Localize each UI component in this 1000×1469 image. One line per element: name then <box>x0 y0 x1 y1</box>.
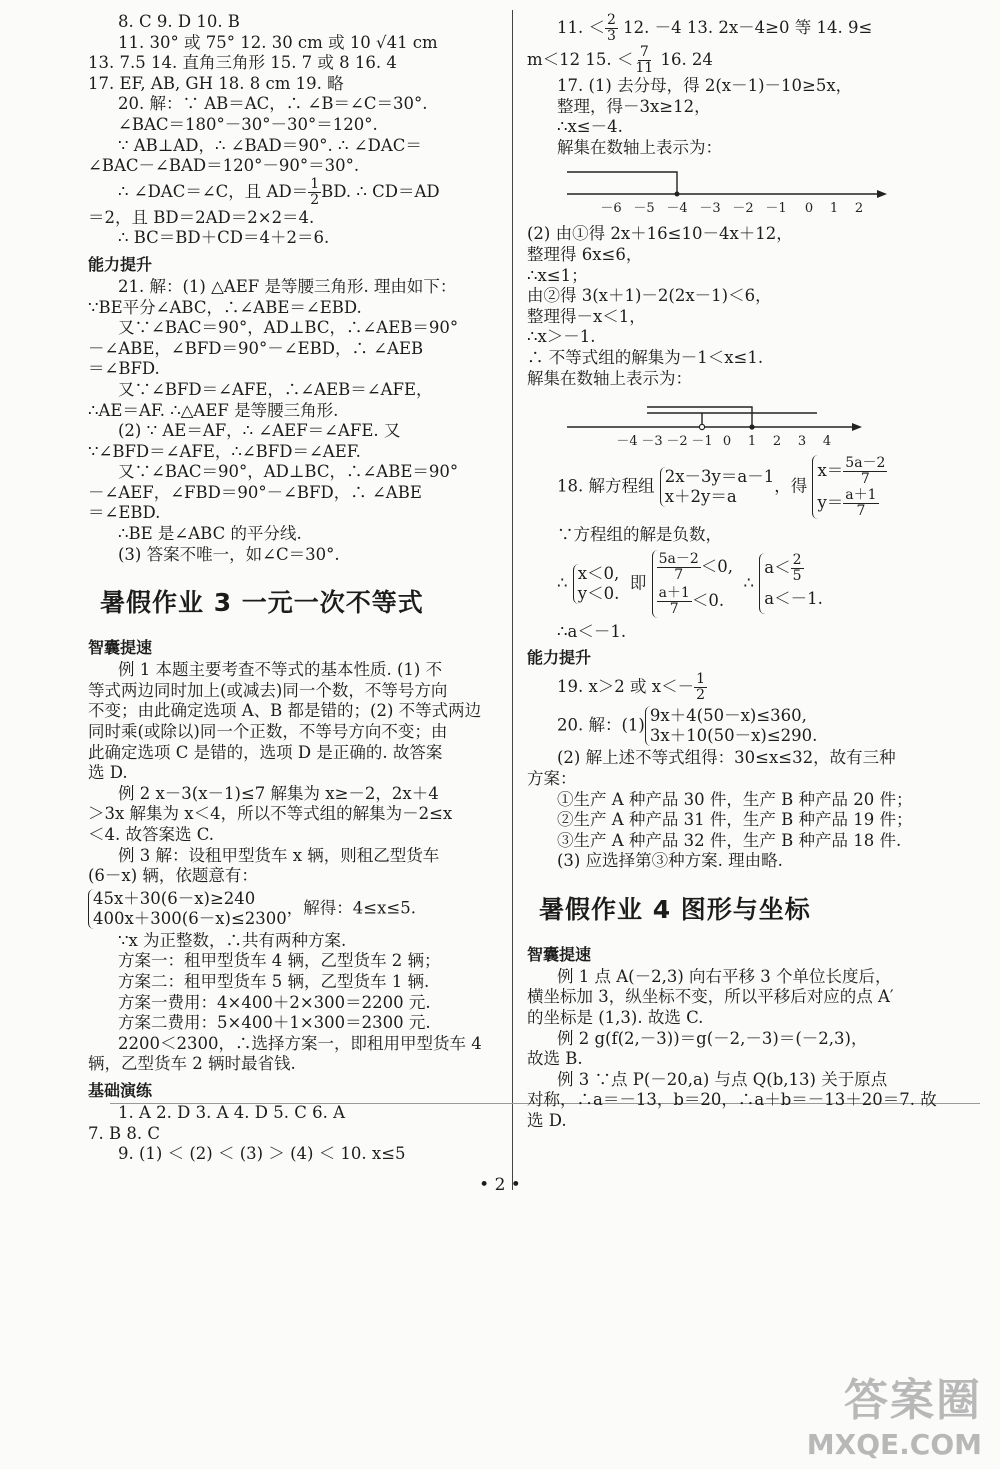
tick-label: 1 <box>829 201 839 217</box>
answer-line: 对称，∴a＝－13，b＝20，∴a＋b＝－13＋20＝7. 故 <box>527 1090 937 1110</box>
denominator: 5 <box>792 568 802 585</box>
tick-label: －6 <box>600 201 622 217</box>
text-span: ，得 <box>774 476 808 496</box>
tick-label: －4 <box>666 201 688 217</box>
numerator: 1 <box>696 671 706 688</box>
answer-line: ∵BE平分∠ABC，∴∠ABE＝∠EBD. <box>88 297 362 317</box>
answer-line: 8. C 9. D 10. B <box>118 12 240 31</box>
text-span: m＜12 15. ＜ <box>527 50 634 69</box>
answer-line: ∴x＞－1. <box>527 327 596 347</box>
text-span: ∴ <box>743 573 754 593</box>
denominator: 7 <box>860 471 870 488</box>
answer-line <box>527 670 927 704</box>
answer-line: 同时乘(或除以)同一个正数，不等号方向不变；由 <box>88 722 448 742</box>
answer-line <box>88 889 498 929</box>
answer-line: ∠BAC－∠BAD＝120°－90°＝30°. <box>88 156 360 176</box>
text-span: BD. ∴ CD＝AD <box>321 181 440 201</box>
answer-line <box>527 44 927 76</box>
inequality: x＜0, <box>577 563 620 583</box>
answer-line: 方案一费用：4×400＋2×300＝2200 元. <box>118 992 431 1012</box>
answer-line: ∴x≤1； <box>527 265 588 285</box>
answer-line: ∴ 不等式组的解集为－1＜x≤1. <box>527 347 764 367</box>
answer-line: ＝∠BFD. <box>88 359 160 379</box>
answer-line: 例 3 解：设租甲型货车 x 辆，则租乙型货车 <box>118 845 440 865</box>
denominator: 2 <box>696 687 706 704</box>
answer-line <box>527 550 927 618</box>
answer-line: (2) 由①得 2x＋16≤10－4x＋12， <box>527 224 793 244</box>
equation-system <box>88 889 287 929</box>
answer-line: 整理得 6x≤6， <box>527 244 643 264</box>
inequality: 9x＋4(50－x)≤360, <box>649 706 807 726</box>
equation-system <box>660 467 774 507</box>
answer-line: 等式两边同时加上(或减去)同一个数，不等号方向 <box>88 680 448 700</box>
text-span: 11. ＜ <box>557 18 605 37</box>
answer-line <box>527 12 927 44</box>
answer-line: (6－x) 辆，依题意有： <box>88 866 258 886</box>
text-span: ，解得：4≤x≤5. <box>286 898 416 918</box>
answer-line: 选 D. <box>527 1111 567 1131</box>
answer-line: 又∵∠BAC＝90°，AD⊥BC，∴∠AEB＝90° <box>118 318 459 338</box>
denominator: 7 <box>674 566 684 583</box>
section-heading: 智囊提速 <box>527 944 592 964</box>
answer-line: ∴AE＝AF. ∴△AEF 是等腰三角形. <box>88 400 339 420</box>
denominator: 3 <box>607 28 616 44</box>
text-span: ∴ <box>557 573 568 593</box>
denominator: 7 <box>856 503 866 520</box>
tick-label: 2 <box>854 201 864 217</box>
text-span: 19. x＞2 或 x＜－ <box>557 677 695 697</box>
numerator: 5a－2 <box>845 455 886 472</box>
text-span: 16. 24 <box>655 50 713 69</box>
tick-label: 0 <box>804 201 814 217</box>
answer-line: 不变；由此确定选项 A、B 都是错的；(2) 不等式两边 <box>88 701 482 721</box>
solution-system <box>812 455 887 519</box>
tick-label: －1 <box>691 434 713 450</box>
tick-label: 4 <box>822 434 832 450</box>
answer-line: ②生产 A 种产品 31 件，生产 B 种产品 19 件； <box>557 810 913 830</box>
answer-line: 方案一：租甲型货车 4 辆，乙型货车 2 辆； <box>118 951 441 971</box>
text-span: 20. 解：(1) <box>557 715 645 735</box>
answer-line: 17. EF, AB, GH 18. 8 cm 19. 略 <box>88 73 344 93</box>
answer-line: ＞3x 解集为 x＜4，所以不等式组的解集为－2≤x <box>88 804 453 824</box>
answer-line: 2200＜2300，∴选择方案一，即租用甲型货车 4 <box>118 1033 482 1053</box>
equation: 45x＋30(6－x)≥240 <box>93 888 256 908</box>
answer-line: (3) 答案不唯一，如∠C＝30°. <box>118 544 340 564</box>
answer-line: ∴x≤－4. <box>557 117 623 137</box>
answer-line <box>527 455 927 519</box>
fraction <box>843 488 878 519</box>
text-span: ＜0, <box>700 556 733 576</box>
answer-line: ∵x 为正整数，∴共有两种方案. <box>118 930 347 950</box>
answer-line: －∠AEF，∠FBD＝90°－∠BFD，∴ ∠ABE <box>88 482 422 502</box>
answer-line: 13. 7.5 14. 直角三角形 15. 7 或 8 16. 4 <box>88 53 397 73</box>
section-heading: 能力提升 <box>527 648 592 668</box>
answer-line: 17. (1) 去分母，得 2(x－1)－10≥5x， <box>557 76 853 95</box>
text-span: x＝ <box>817 461 844 481</box>
chapter-title: 暑假作业 4 图形与坐标 <box>539 894 811 924</box>
fraction <box>694 672 707 703</box>
fraction <box>308 177 321 208</box>
fraction <box>657 586 692 617</box>
answer-line: 1. A 2. D 3. A 4. D 5. C 6. A <box>118 1102 345 1122</box>
denominator: 2 <box>310 191 320 208</box>
answer-line: ①生产 A 种产品 30 件，生产 B 种产品 20 件； <box>557 789 913 809</box>
text-span: 即 <box>629 573 647 593</box>
tick-label: －5 <box>633 201 655 217</box>
tick-label: －3 <box>699 201 721 217</box>
numerator: a＋1 <box>658 584 690 601</box>
number-line-1 <box>527 164 927 218</box>
number-line-svg <box>527 395 927 449</box>
equation: 2x－3y＝a－1 <box>664 467 775 487</box>
text-span: y＝ <box>817 493 844 513</box>
answer-line: 例 2 x－3(x－1)≤7 解集为 x≥－2，2x＋4 <box>118 783 439 803</box>
answer-line: 方案二费用：5×400＋1×300＝2300 元. <box>118 1013 431 1033</box>
text-span: a＜－1. <box>764 589 823 609</box>
inequality-system <box>645 706 818 746</box>
tick-label: －1 <box>765 201 787 217</box>
answer-line: ∵∠BFD＝∠AFE，∴∠BFD＝∠AEF. <box>88 441 361 461</box>
answer-line: 解集在数轴上表示为： <box>527 368 692 388</box>
tick-label: 0 <box>722 434 732 450</box>
section-heading: 基础演练 <box>88 1080 153 1100</box>
answer-line: ∠BAC＝180°－30°－30°＝120°. <box>118 114 378 134</box>
inequality: 3x＋10(50－x)≤290. <box>649 726 818 746</box>
answer-line: (3) 应选择第③种方案. 理由略. <box>557 851 783 871</box>
fraction <box>657 552 701 583</box>
answer-line: 例 2 g(f(2,－3))＝g(－2,－3)＝(－2,3)， <box>557 1028 868 1048</box>
numerator: 2 <box>607 12 616 28</box>
answer-line: ∴ BC＝BD＋CD＝4＋2＝6. <box>118 228 330 248</box>
tick-label: 2 <box>772 434 782 450</box>
numerator: 5a－2 <box>658 550 699 567</box>
answer-line <box>527 706 927 746</box>
tick-label: 1 <box>747 434 757 450</box>
answer-line: 又∵∠BFD＝∠AFE，∴∠AEB＝∠AFE， <box>118 379 433 399</box>
number-line-svg <box>527 164 927 218</box>
text-span: ∴ ∠DAC＝∠C，且 AD＝ <box>118 181 309 201</box>
answer-line: 又∵∠BAC＝90°，AD⊥BC，∴∠ABE＝90° <box>118 462 459 482</box>
page-number: • 2 • <box>479 1175 521 1195</box>
answer-line: (2) 解上述不等式组得：30≤x≤32，故有三种 <box>557 748 896 768</box>
answer-line: 选 D. <box>88 763 128 783</box>
numerator: 1 <box>310 175 320 192</box>
answer-line: 整理得－x＜1， <box>527 306 646 326</box>
text-span: 12. －4 13. 2x－4≥0 等 14. 9≤ <box>617 18 873 37</box>
equation: 400x＋300(6－x)≤2300 <box>93 908 287 928</box>
right-column <box>527 12 937 1132</box>
denominator: 7 <box>669 600 679 617</box>
tick-label: －2 <box>732 201 754 217</box>
answer-line: ＝2，且 BD＝2AD＝2×2＝4. <box>88 207 315 227</box>
answer-line: 11. 30° 或 75° 12. 30 cm 或 10 √41 cm <box>118 32 438 52</box>
tick-label: －2 <box>666 434 688 450</box>
chapter-title: 暑假作业 3 一元一次不等式 <box>100 588 424 618</box>
number-line-2 <box>527 395 927 449</box>
answer-line: (2) ∵ AE＝AF，∴ ∠AEF＝∠AFE. 又 <box>118 421 401 441</box>
answer-line: 方案： <box>527 768 577 788</box>
fraction <box>791 553 804 584</box>
section-heading: 能力提升 <box>88 254 153 274</box>
answer-line: 例 3 ∵点 P(－20,a) 与点 Q(b,13) 关于原点 <box>557 1069 888 1089</box>
answer-line: 例 1 点 A(－2,3) 向右平移 3 个单位长度后， <box>557 966 892 986</box>
equation: x＋2y＝a <box>664 487 737 507</box>
answer-line: 横坐标加 3，纵坐标不变，所以平移后对应的点 A′ <box>527 987 894 1007</box>
answer-line: 9. (1) ＜ (2) ＜ (3) ＞ (4) ＜ 10. x≤5 <box>118 1144 406 1164</box>
column-divider <box>512 10 513 1190</box>
inequality-system <box>573 564 620 604</box>
answer-line: 故选 B. <box>527 1049 583 1069</box>
answer-line: ∴a＜－1. <box>557 621 627 641</box>
inequality-system <box>759 553 823 614</box>
answer-line: 21. 解：(1) △AEF 是等腰三角形. 理由如下： <box>118 276 457 296</box>
tick-label: －3 <box>641 434 663 450</box>
tick-label: 3 <box>797 434 807 450</box>
text-span: a＜ <box>764 558 791 578</box>
fraction <box>843 456 887 487</box>
answer-line: ＜4. 故答案选 C. <box>88 825 215 844</box>
fraction <box>633 45 655 76</box>
answer-line: 辆，乙型货车 2 辆时最省钱. <box>88 1054 296 1074</box>
answer-line: 20. 解：∵ AB＝AC，∴ ∠B＝∠C＝30°. <box>118 94 428 114</box>
watermark-main: 答案圈 <box>844 1375 982 1426</box>
answer-line: 整理，得－3x≥12， <box>557 96 711 116</box>
answer-line: 此确定选项 C 是错的，选项 D 是正确的. 故答案 <box>88 742 443 762</box>
inequality: y＜0. <box>577 583 620 603</box>
answer-line: ∵ AB⊥AD，∴ ∠BAD＝90°. ∴ ∠DAC＝ <box>118 135 422 155</box>
inequality-system <box>652 550 733 618</box>
text-span: 18. 解方程组 <box>557 476 655 496</box>
answer-line: ③生产 A 种产品 32 件，生产 B 种产品 18 件. <box>557 830 902 850</box>
denominator: 11 <box>635 60 654 76</box>
answer-line: ∵方程组的解是负数， <box>557 525 722 545</box>
numerator: 2 <box>792 552 802 569</box>
numerator: a＋1 <box>845 487 877 504</box>
section-heading: 智囊提速 <box>88 638 153 658</box>
fraction <box>605 13 618 44</box>
tick-label: －4 <box>616 434 638 450</box>
numerator: 7 <box>639 44 649 60</box>
left-column <box>88 12 498 1165</box>
answer-line: ∴BE 是∠ABC 的平分线. <box>118 524 302 544</box>
answer-line: 例 1 本题主要考查不等式的基本性质. (1) 不 <box>118 660 443 680</box>
answer-line <box>88 177 498 208</box>
watermark-logo <box>807 1364 982 1461</box>
answer-line: ＝∠EBD. <box>88 503 161 523</box>
answer-line: 解集在数轴上表示为： <box>557 137 722 157</box>
answer-line: 由②得 3(x＋1)－2(2x－1)＜6， <box>527 286 772 306</box>
answer-line: 的坐标是 (1,3). 故选 C. <box>527 1008 704 1028</box>
text-span: ＜0. <box>691 590 725 610</box>
watermark-sub: MXQE.COM <box>806 1428 982 1461</box>
answer-line: 7. B 8. C <box>88 1123 160 1143</box>
answer-line: －∠ABE，∠BFD＝90°－∠EBD，∴ ∠AEB <box>88 338 424 358</box>
answer-line: 方案二：租甲型货车 5 辆，乙型货车 1 辆. <box>118 971 430 991</box>
